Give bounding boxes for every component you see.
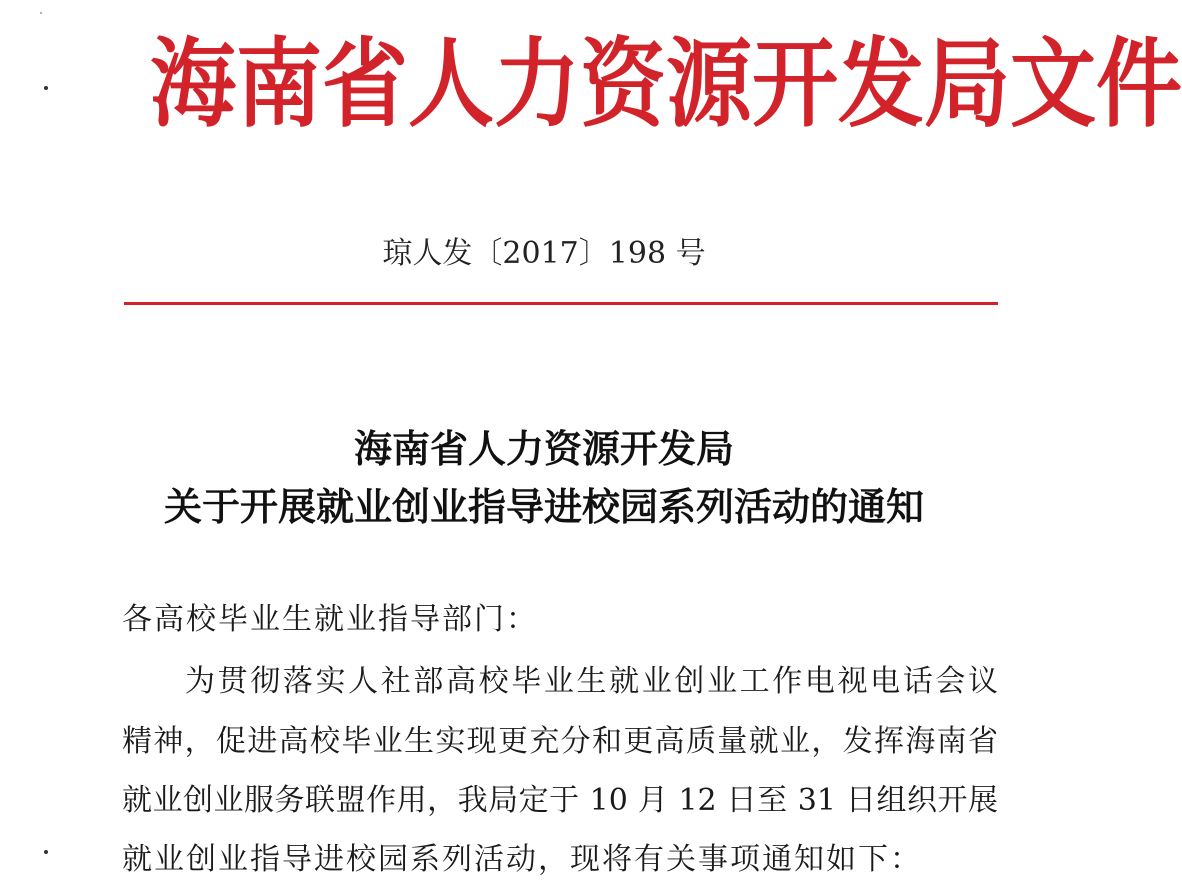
- body-paragraph-line: 为贯彻落实人社部高校毕业生就业创业工作电视电话会议: [185, 664, 998, 699]
- body-paragraph-line: 精神，促进高校毕业生实现更充分和更高质量就业，发挥海南省: [122, 724, 998, 759]
- red-header-masthead: 海南省人力资源开发局文件: [150, 27, 1182, 141]
- scan-speck: [40, 12, 42, 14]
- scan-speck: [44, 850, 48, 854]
- document-title-line-2: 关于开展就业创业指导进校园系列活动的通知: [163, 485, 924, 529]
- body-paragraph-line: 就业创业服务联盟作用，我局定于 10 月 12 日至 31 日组织开展: [122, 783, 998, 818]
- red-separator-line: [124, 302, 998, 305]
- document-number: 琼人发〔2017〕198 号: [382, 236, 706, 271]
- salutation: 各高校毕业生就业指导部门：: [122, 602, 538, 637]
- body-paragraph-line: 就业创业指导进校园系列活动，现将有关事项通知如下：: [122, 842, 922, 877]
- scan-speck: [44, 86, 48, 90]
- document-title-line-1: 海南省人力资源开发局: [353, 427, 734, 471]
